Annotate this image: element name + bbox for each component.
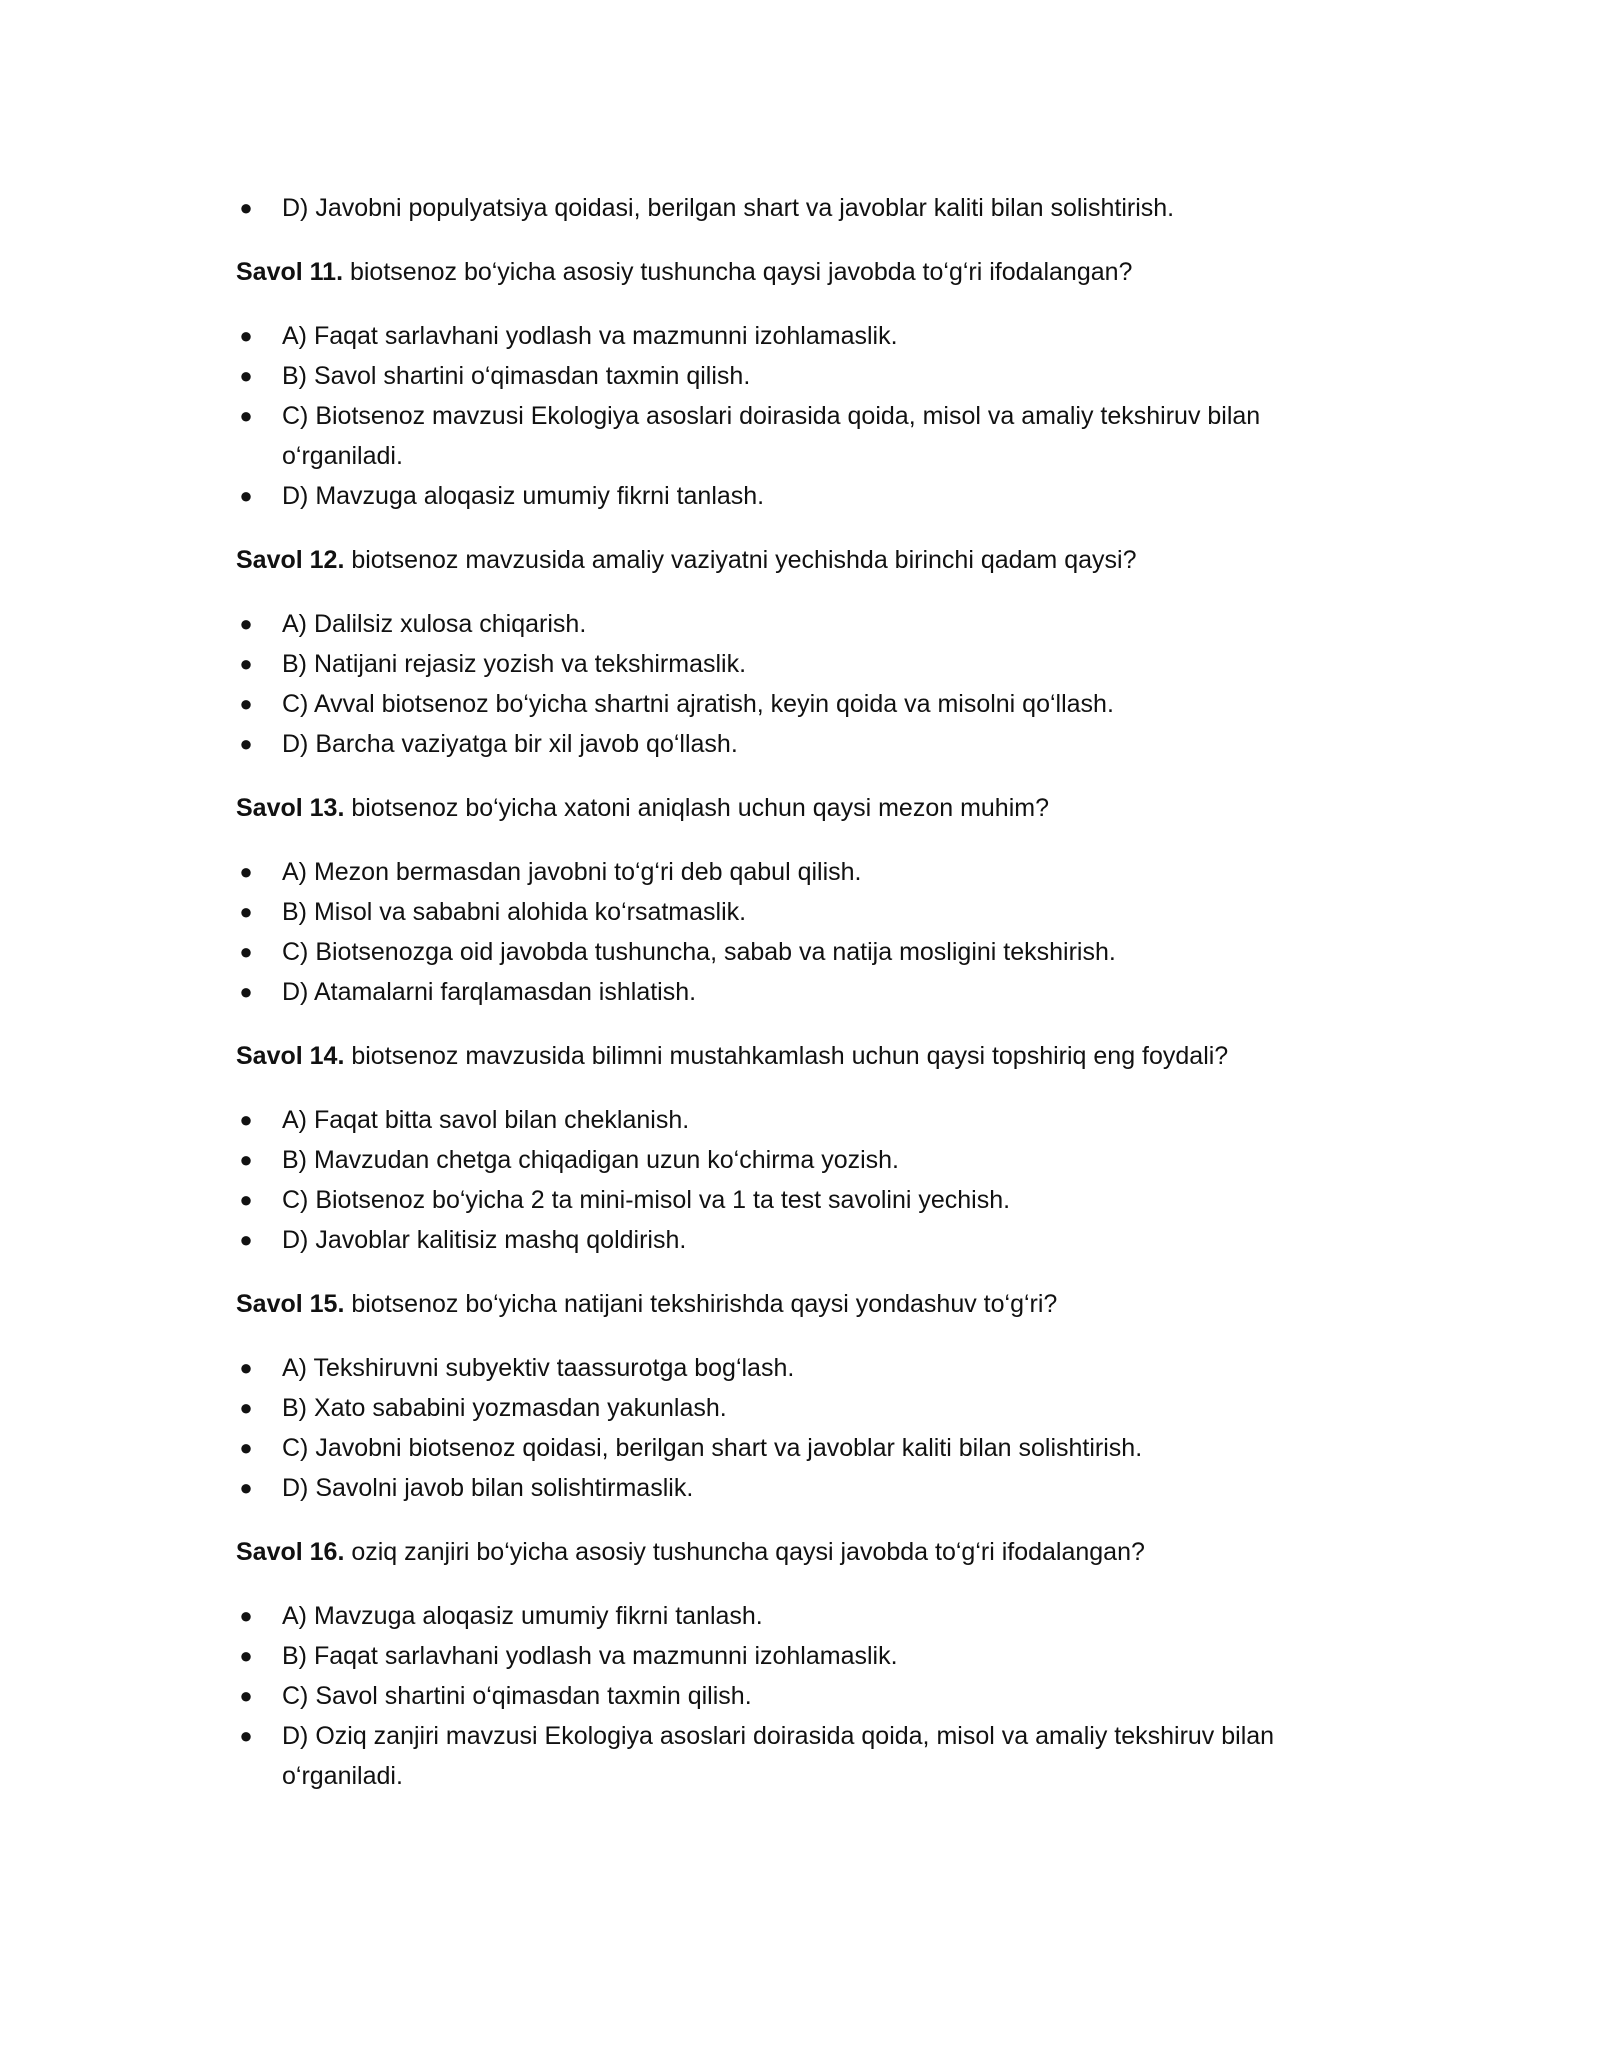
option-text: A) Faqat bitta savol bilan cheklanish. [282, 1106, 690, 1134]
list-item [236, 316, 1366, 356]
option-list [236, 852, 1366, 1012]
option-text: A) Mezon bermasdan javobni to‘g‘ri deb qabul qilish. [282, 858, 862, 886]
bullet-icon: ● [239, 651, 253, 676]
question-number: Savol 11. [236, 258, 344, 286]
list-item [236, 356, 1366, 396]
bullet-icon: ● [239, 899, 253, 924]
bullet-icon: ● [239, 1107, 253, 1132]
option-text: C) Avval biotsenoz bo‘yicha shartni ajratish, keyin qoida va misolni qo‘llash. [282, 690, 1114, 718]
list-item [236, 892, 1366, 932]
option-text: D) Oziq zanjiri mavzusi Ekologiya asoslari doirasida qoida, misol va amaliy tekshiruv bilan o‘rganiladi. [282, 1722, 1275, 1790]
option-text: B) Savol shartini o‘qimasdan taxmin qilish. [282, 362, 751, 390]
option-text: D) Mavzuga aloqasiz umumiy fikrni tanlash. [282, 482, 765, 510]
question-text: biotsenoz mavzusida amaliy vaziyatni yechishda birinchi qadam qaysi? [344, 546, 1137, 574]
question-text: biotsenoz bo‘yicha xatoni aniqlash uchun qaysi mezon muhim? [344, 794, 1049, 822]
list-item [236, 396, 1366, 476]
list-item [236, 1596, 1366, 1636]
option-text: B) Faqat sarlavhani yodlash va mazmunni izohlamaslik. [282, 1642, 898, 1670]
bullet-icon: ● [239, 1435, 253, 1460]
bullet-icon: ● [239, 1603, 253, 1628]
bullet-icon: ● [239, 1683, 253, 1708]
question-12 [236, 540, 1366, 580]
list-item [236, 1428, 1366, 1468]
bullet-icon: ● [239, 1475, 253, 1500]
bullet-icon: ● [239, 323, 253, 348]
question-text: oziq zanjiri bo‘yicha asosiy tushuncha qaysi javobda to‘g‘ri ifodalangan? [344, 1538, 1145, 1566]
list-item [236, 1388, 1366, 1428]
question-number: Savol 14. [236, 1042, 345, 1070]
option-text: D) Barcha vaziyatga bir xil javob qo‘llash. [282, 730, 738, 758]
question-16 [236, 1532, 1366, 1572]
bullet-icon: ● [239, 731, 253, 756]
question-number: Savol 16. [236, 1538, 345, 1566]
bullet-icon: ● [239, 403, 253, 428]
list-item [236, 1140, 1366, 1180]
option-text: D) Atamalarni farqlamasdan ishlatish. [282, 978, 697, 1006]
list-item [236, 724, 1366, 764]
option-text: C) Biotsenoz bo‘yicha 2 ta mini-misol va 1 ta test savolini yechish. [282, 1186, 1011, 1214]
list-item [236, 604, 1366, 644]
list-item [236, 1220, 1366, 1260]
question-13 [236, 788, 1366, 828]
option-list [236, 316, 1366, 516]
question-14 [236, 1036, 1366, 1076]
bullet-icon: ● [239, 611, 253, 636]
bullet-icon: ● [239, 1227, 253, 1252]
bullet-icon: ● [239, 691, 253, 716]
bullet-icon: ● [239, 1355, 253, 1380]
list-item [236, 1180, 1366, 1220]
list-item [236, 644, 1366, 684]
option-text: A) Mavzuga aloqasiz umumiy fikrni tanlash. [282, 1602, 763, 1630]
bullet-icon: ● [239, 1395, 253, 1420]
option-text: C) Javobni biotsenoz qoidasi, berilgan shart va javoblar kaliti bilan solishtirish. [282, 1434, 1143, 1462]
document-page [236, 188, 1366, 1796]
question-text: biotsenoz mavzusida bilimni mustahkamlash uchun qaysi topshiriq eng foydali? [344, 1042, 1229, 1070]
option-text: B) Natijani rejasiz yozish va tekshirmaslik. [282, 650, 747, 678]
continued-option-list [236, 188, 1366, 228]
option-list [236, 1100, 1366, 1260]
question-text: biotsenoz bo‘yicha natijani tekshirishda qaysi yondashuv to‘g‘ri? [344, 1290, 1058, 1318]
question-number: Savol 13. [236, 794, 345, 822]
option-text: C) Savol shartini o‘qimasdan taxmin qilish. [282, 1682, 752, 1710]
option-text: A) Tekshiruvni subyektiv taassurotga bog‘lash. [282, 1354, 795, 1382]
bullet-icon: ● [239, 859, 253, 884]
list-item [236, 188, 1366, 228]
question-text: biotsenoz bo‘yicha asosiy tushuncha qaysi javobda to‘g‘ri ifodalangan? [343, 258, 1133, 286]
bullet-icon: ● [239, 939, 253, 964]
question-15 [236, 1284, 1366, 1324]
option-text: B) Xato sababini yozmasdan yakunlash. [282, 1394, 727, 1422]
option-text: B) Misol va sababni alohida ko‘rsatmaslik. [282, 898, 747, 926]
list-item [236, 1468, 1366, 1508]
bullet-icon: ● [239, 1643, 253, 1668]
bullet-icon: ● [239, 1723, 253, 1748]
list-item [236, 1100, 1366, 1140]
list-item [236, 476, 1366, 516]
list-item [236, 1716, 1366, 1796]
list-item [236, 972, 1366, 1012]
bullet-icon: ● [239, 979, 253, 1004]
option-list [236, 604, 1366, 764]
bullet-icon: ● [239, 1147, 253, 1172]
option-text: D) Savolni javob bilan solishtirmaslik. [282, 1474, 694, 1502]
option-text: C) Biotsenozga oid javobda tushuncha, sabab va natija mosligini tekshirish. [282, 938, 1116, 966]
list-item [236, 1636, 1366, 1676]
bullet-icon: ● [239, 1187, 253, 1212]
list-item [236, 1348, 1366, 1388]
option-list [236, 1348, 1366, 1508]
option-text: A) Faqat sarlavhani yodlash va mazmunni izohlamaslik. [282, 322, 898, 350]
bullet-icon: ● [239, 363, 253, 388]
option-text: C) Biotsenoz mavzusi Ekologiya asoslari doirasida qoida, misol va amaliy tekshiruv bilan o‘rganiladi. [282, 402, 1261, 470]
list-item [236, 932, 1366, 972]
option-text: D) Javobni populyatsiya qoidasi, berilgan shart va javoblar kaliti bilan solishtirish. [282, 194, 1175, 222]
list-item [236, 852, 1366, 892]
option-text: A) Dalilsiz xulosa chiqarish. [282, 610, 587, 638]
bullet-icon: ● [239, 483, 253, 508]
question-11 [236, 252, 1366, 292]
list-item [236, 684, 1366, 724]
bullet-icon: ● [239, 195, 253, 220]
option-list [236, 1596, 1366, 1796]
list-item [236, 1676, 1366, 1716]
question-number: Savol 15. [236, 1290, 345, 1318]
question-number: Savol 12. [236, 546, 345, 574]
option-text: B) Mavzudan chetga chiqadigan uzun ko‘chirma yozish. [282, 1146, 900, 1174]
option-text: D) Javoblar kalitisiz mashq qoldirish. [282, 1226, 687, 1254]
